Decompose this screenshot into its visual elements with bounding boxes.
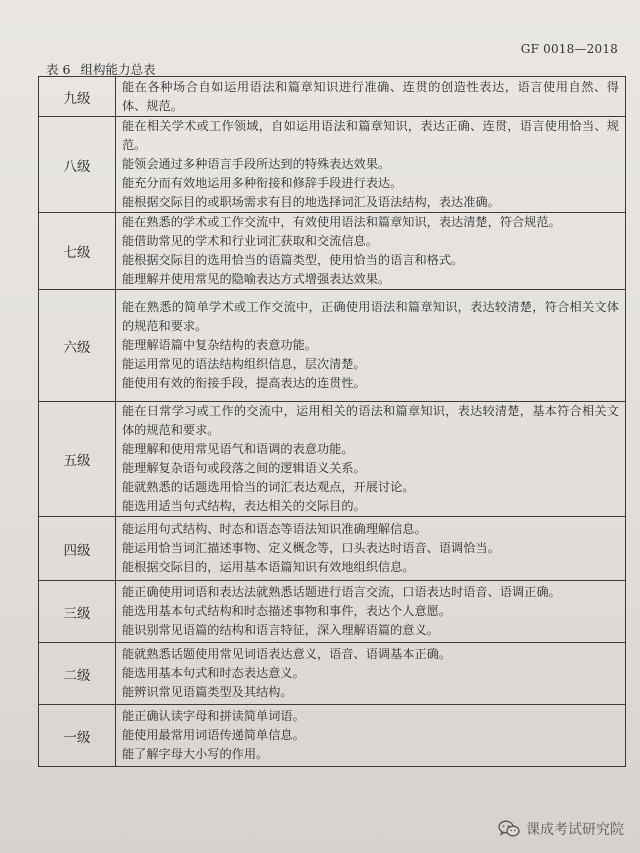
watermark-text: 课成考试研究院 bbox=[526, 822, 624, 838]
description-line: 能选用基本句式和时态表达意义。 bbox=[122, 666, 305, 680]
description-line: 能辨识常见语篇类型及其结构。 bbox=[122, 685, 293, 699]
description-line: 能在各种场合自如运用语法和篇章知识进行准确、连贯的创造性表达，语言使用自然、得体、规范。 bbox=[122, 79, 619, 113]
description-line: 能运用恰当词汇描述事物、定义概念等，口头表达时语音、语调恰当。 bbox=[122, 541, 500, 555]
table-row bbox=[39, 402, 626, 517]
document-code: GF 0018—2018 bbox=[520, 42, 618, 56]
level-cell: 九级 bbox=[39, 77, 116, 117]
description-line: 能理解复杂语句或段落之间的逻辑语义关系。 bbox=[122, 461, 366, 475]
table-name: 组构能力总表 bbox=[80, 62, 156, 77]
table-row bbox=[39, 581, 626, 643]
description-line: 能了解字母大小写的作用。 bbox=[122, 747, 269, 761]
table-row bbox=[39, 643, 626, 705]
description-cell bbox=[116, 517, 626, 581]
description-cell bbox=[116, 581, 626, 643]
description-line: 能充分而有效地运用多种衔接和修辞手段进行表达。 bbox=[122, 176, 403, 190]
description-cell bbox=[116, 117, 626, 213]
description-line: 能使用最常用词语传递简单信息。 bbox=[122, 728, 305, 742]
description-line: 能识别常见语篇的结构和语言特征，深入理解语篇的意义。 bbox=[122, 623, 439, 637]
description-cell bbox=[116, 77, 626, 117]
description-line: 能选用适当句式结构，表达相关的交际目的。 bbox=[122, 499, 366, 513]
level-cell: 八级 bbox=[39, 117, 116, 213]
ability-table bbox=[38, 76, 626, 767]
description-cell bbox=[116, 705, 626, 767]
description-line: 能使用有效的衔接手段，提高表达的连贯性。 bbox=[122, 376, 366, 390]
description-line: 能根据交际目的或职场需求有目的地选择词汇及语法结构，表达准确。 bbox=[122, 195, 500, 209]
table-row bbox=[39, 213, 626, 290]
description-line: 能在熟悉的简单学术或工作交流中，正确使用语法和篇章知识，表达较清楚，符合相关文体的规范和要求。 bbox=[122, 300, 619, 333]
description-line: 能选用基本句式结构和时态描述事物和事件，表达个人意愿。 bbox=[122, 604, 452, 618]
description-line: 能理解并使用常见的隐喻表达方式增强表达效果。 bbox=[122, 272, 391, 286]
level-cell: 五级 bbox=[39, 402, 116, 517]
table-row bbox=[39, 705, 626, 767]
description-line: 能在熟悉的学术或工作交流中，有效使用语法和篇章知识，表达清楚，符合规范。 bbox=[122, 215, 561, 229]
level-cell: 一级 bbox=[39, 705, 116, 767]
description-line: 能运用句式结构、时态和语态等语法知识准确理解信息。 bbox=[122, 522, 427, 536]
watermark bbox=[498, 819, 624, 839]
table-row bbox=[39, 117, 626, 213]
table-row bbox=[39, 517, 626, 581]
description-cell bbox=[116, 290, 626, 402]
description-line: 能根据交际目的，运用基本语篇知识有效地组织信息。 bbox=[122, 560, 415, 574]
description-line: 能在日常学习或工作的交流中，运用相关的语法和篇章知识，表达较清楚，基本符合相关文体的规范和要求。 bbox=[122, 404, 619, 437]
level-cell: 三级 bbox=[39, 581, 116, 643]
level-cell: 二级 bbox=[39, 643, 116, 705]
description-cell bbox=[116, 402, 626, 517]
description-line: 能运用常见的语法结构组织信息，层次清楚。 bbox=[122, 357, 366, 371]
description-line: 能就熟悉的话题选用恰当的词汇表达观点，开展讨论。 bbox=[122, 480, 415, 494]
table-number: 表 6 bbox=[46, 62, 71, 77]
level-cell: 七级 bbox=[39, 213, 116, 290]
description-line: 能正确认读字母和拼读简单词语。 bbox=[122, 709, 305, 723]
table-row bbox=[39, 290, 626, 402]
description-line: 能理解语篇中复杂结构的表意功能。 bbox=[122, 338, 317, 352]
description-line: 能就熟悉话题使用常见词语表达意义，语音、语调基本正确。 bbox=[122, 647, 452, 661]
description-line: 能领会通过多种语言手段所达到的特殊表达效果。 bbox=[122, 157, 391, 171]
wechat-icon bbox=[498, 820, 520, 838]
description-line: 能在相关学术或工作领域，自如运用语法和篇章知识，表达正确、连贯，语言使用恰当、规范。 bbox=[122, 119, 619, 152]
description-line: 能理解和使用常见语气和语调的表意功能。 bbox=[122, 442, 354, 456]
description-line: 能正确使用词语和表达法就熟悉话题进行语言交流，口语表达时语音、语调正确。 bbox=[122, 585, 561, 599]
description-cell bbox=[116, 643, 626, 705]
level-cell: 四级 bbox=[39, 517, 116, 581]
description-line: 能根据交际目的选用恰当的语篇类型，使用恰当的语言和格式。 bbox=[122, 253, 464, 267]
level-cell: 六级 bbox=[39, 290, 116, 402]
table-row bbox=[39, 77, 626, 117]
description-cell bbox=[116, 213, 626, 290]
description-line: 能借助常见的学术和行业词汇获取和交流信息。 bbox=[122, 234, 378, 248]
